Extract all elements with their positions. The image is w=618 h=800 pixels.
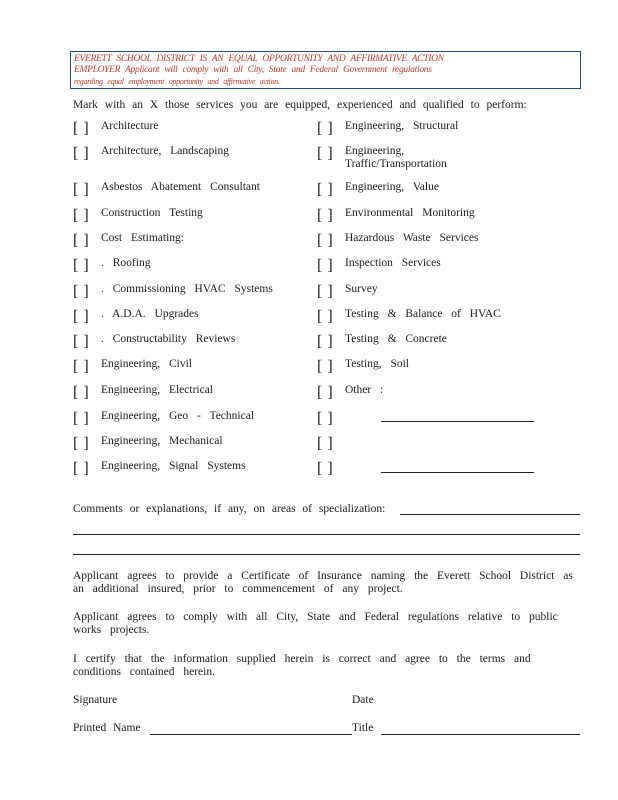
right-service-checkbox[interactable]: [ ] (317, 181, 333, 198)
comments-line-3[interactable] (73, 554, 580, 555)
left-service-checkbox[interactable]: [ ] (73, 460, 89, 477)
left-service-checkbox[interactable]: [ ] (73, 120, 89, 137)
insurance-paragraph: Applicant agrees to provide a Certificate of Insurance naming the Everett School District as an additional insured, prior to commencement of any project. (73, 570, 573, 595)
left-service-checkbox[interactable]: [ ] (73, 384, 89, 401)
left-service-label: Engineering, Civil (101, 358, 192, 370)
right-service-label: Environmental Monitoring (345, 207, 475, 219)
other-line-1[interactable] (381, 421, 534, 422)
right-service-label: Testing & Concrete (345, 333, 447, 345)
left-service-label: Construction Testing (101, 207, 203, 219)
right-service-checkbox[interactable]: [ ] (317, 120, 333, 137)
title-label: Title (352, 722, 374, 734)
right-service-label: Engineering, Structural (345, 120, 459, 132)
left-service-label: . Constructability Reviews (101, 333, 236, 345)
eeo-notice-line3: regarding equal employment opportunity and affirmative action. (74, 77, 280, 86)
right-service-checkbox[interactable]: [ ] (317, 257, 333, 274)
right-service-checkbox[interactable]: [ ] (317, 435, 333, 452)
left-service-label: Engineering, Signal Systems (101, 460, 246, 472)
left-service-label: Architecture (101, 120, 159, 132)
right-service-label: Other : (345, 384, 384, 396)
comments-label: Comments or explanations, if any, on areas of specialization: (73, 503, 386, 515)
left-service-checkbox[interactable]: [ ] (73, 257, 89, 274)
left-service-label: . Roofing (101, 257, 151, 269)
printed-name-label: Printed Name (73, 722, 141, 734)
left-service-checkbox[interactable]: [ ] (73, 333, 89, 350)
right-service-label: Engineering, Value (345, 181, 439, 193)
left-service-label: Engineering, Geo - Technical (101, 410, 255, 422)
left-service-checkbox[interactable]: [ ] (73, 410, 89, 427)
right-service-label: Testing, Soil (345, 358, 409, 370)
left-service-checkbox[interactable]: [ ] (73, 181, 89, 198)
right-service-checkbox[interactable]: [ ] (317, 232, 333, 249)
comments-line-2[interactable] (73, 534, 580, 535)
right-service-checkbox[interactable]: [ ] (317, 145, 333, 162)
title-line[interactable] (381, 734, 580, 735)
certification-paragraph: I certify that the information supplied herein is correct and agree to the terms and conditions contained herein. (73, 653, 531, 678)
right-service-label: Survey (345, 283, 378, 295)
left-service-label: Engineering, Mechanical (101, 435, 223, 447)
right-service-checkbox[interactable]: [ ] (317, 333, 333, 350)
right-service-checkbox[interactable]: [ ] (317, 308, 333, 325)
right-service-checkbox[interactable]: [ ] (317, 410, 333, 427)
eeo-notice-line2: EMPLOYER Applicant will comply with all City, State and Federal Government regulations (74, 65, 432, 75)
regulations-paragraph: Applicant agrees to comply with all City, State and Federal regulations relative to public works projects. (73, 611, 558, 636)
left-service-label: Asbestos Abatement Consultant (101, 181, 260, 193)
comments-line-1[interactable] (400, 514, 580, 515)
eeo-notice-line1: EVERETT SCHOOL DISTRICT IS AN EQUAL OPPORTUNITY AND AFFIRMATIVE ACTION (74, 54, 444, 64)
right-service-label: Inspection Services (345, 257, 441, 269)
right-service-checkbox[interactable]: [ ] (317, 460, 333, 477)
left-service-label: Engineering, Electrical (101, 384, 214, 396)
signature-label: Signature (73, 694, 118, 706)
right-service-label: Hazardous Waste Services (345, 232, 479, 244)
right-service-label: Engineering, Traffic/Transportation (345, 145, 447, 170)
right-service-label: Testing & Balance of HVAC (345, 308, 501, 320)
left-service-checkbox[interactable]: [ ] (73, 283, 89, 300)
left-service-checkbox[interactable]: [ ] (73, 435, 89, 452)
left-service-checkbox[interactable]: [ ] (73, 358, 89, 375)
right-service-checkbox[interactable]: [ ] (317, 384, 333, 401)
left-service-checkbox[interactable]: [ ] (73, 232, 89, 249)
left-service-label: Cost Estimating: (101, 232, 184, 244)
eeo-notice (70, 51, 581, 89)
left-service-checkbox[interactable]: [ ] (73, 308, 89, 325)
printed-name-line[interactable] (150, 734, 352, 735)
left-service-checkbox[interactable]: [ ] (73, 145, 89, 162)
left-service-label: Architecture, Landscaping (101, 145, 229, 157)
left-service-label: . A.D.A. Upgrades (101, 308, 199, 320)
left-service-checkbox[interactable]: [ ] (73, 207, 89, 224)
other-line-3[interactable] (381, 472, 534, 473)
services-instructions: Mark with an X those services you are equipped, experienced and qualified to perform: (73, 99, 527, 111)
right-service-checkbox[interactable]: [ ] (317, 207, 333, 224)
right-service-checkbox[interactable]: [ ] (317, 358, 333, 375)
date-label: Date (352, 694, 374, 706)
right-service-checkbox[interactable]: [ ] (317, 283, 333, 300)
left-service-label: . Commissioning HVAC Systems (101, 283, 273, 295)
